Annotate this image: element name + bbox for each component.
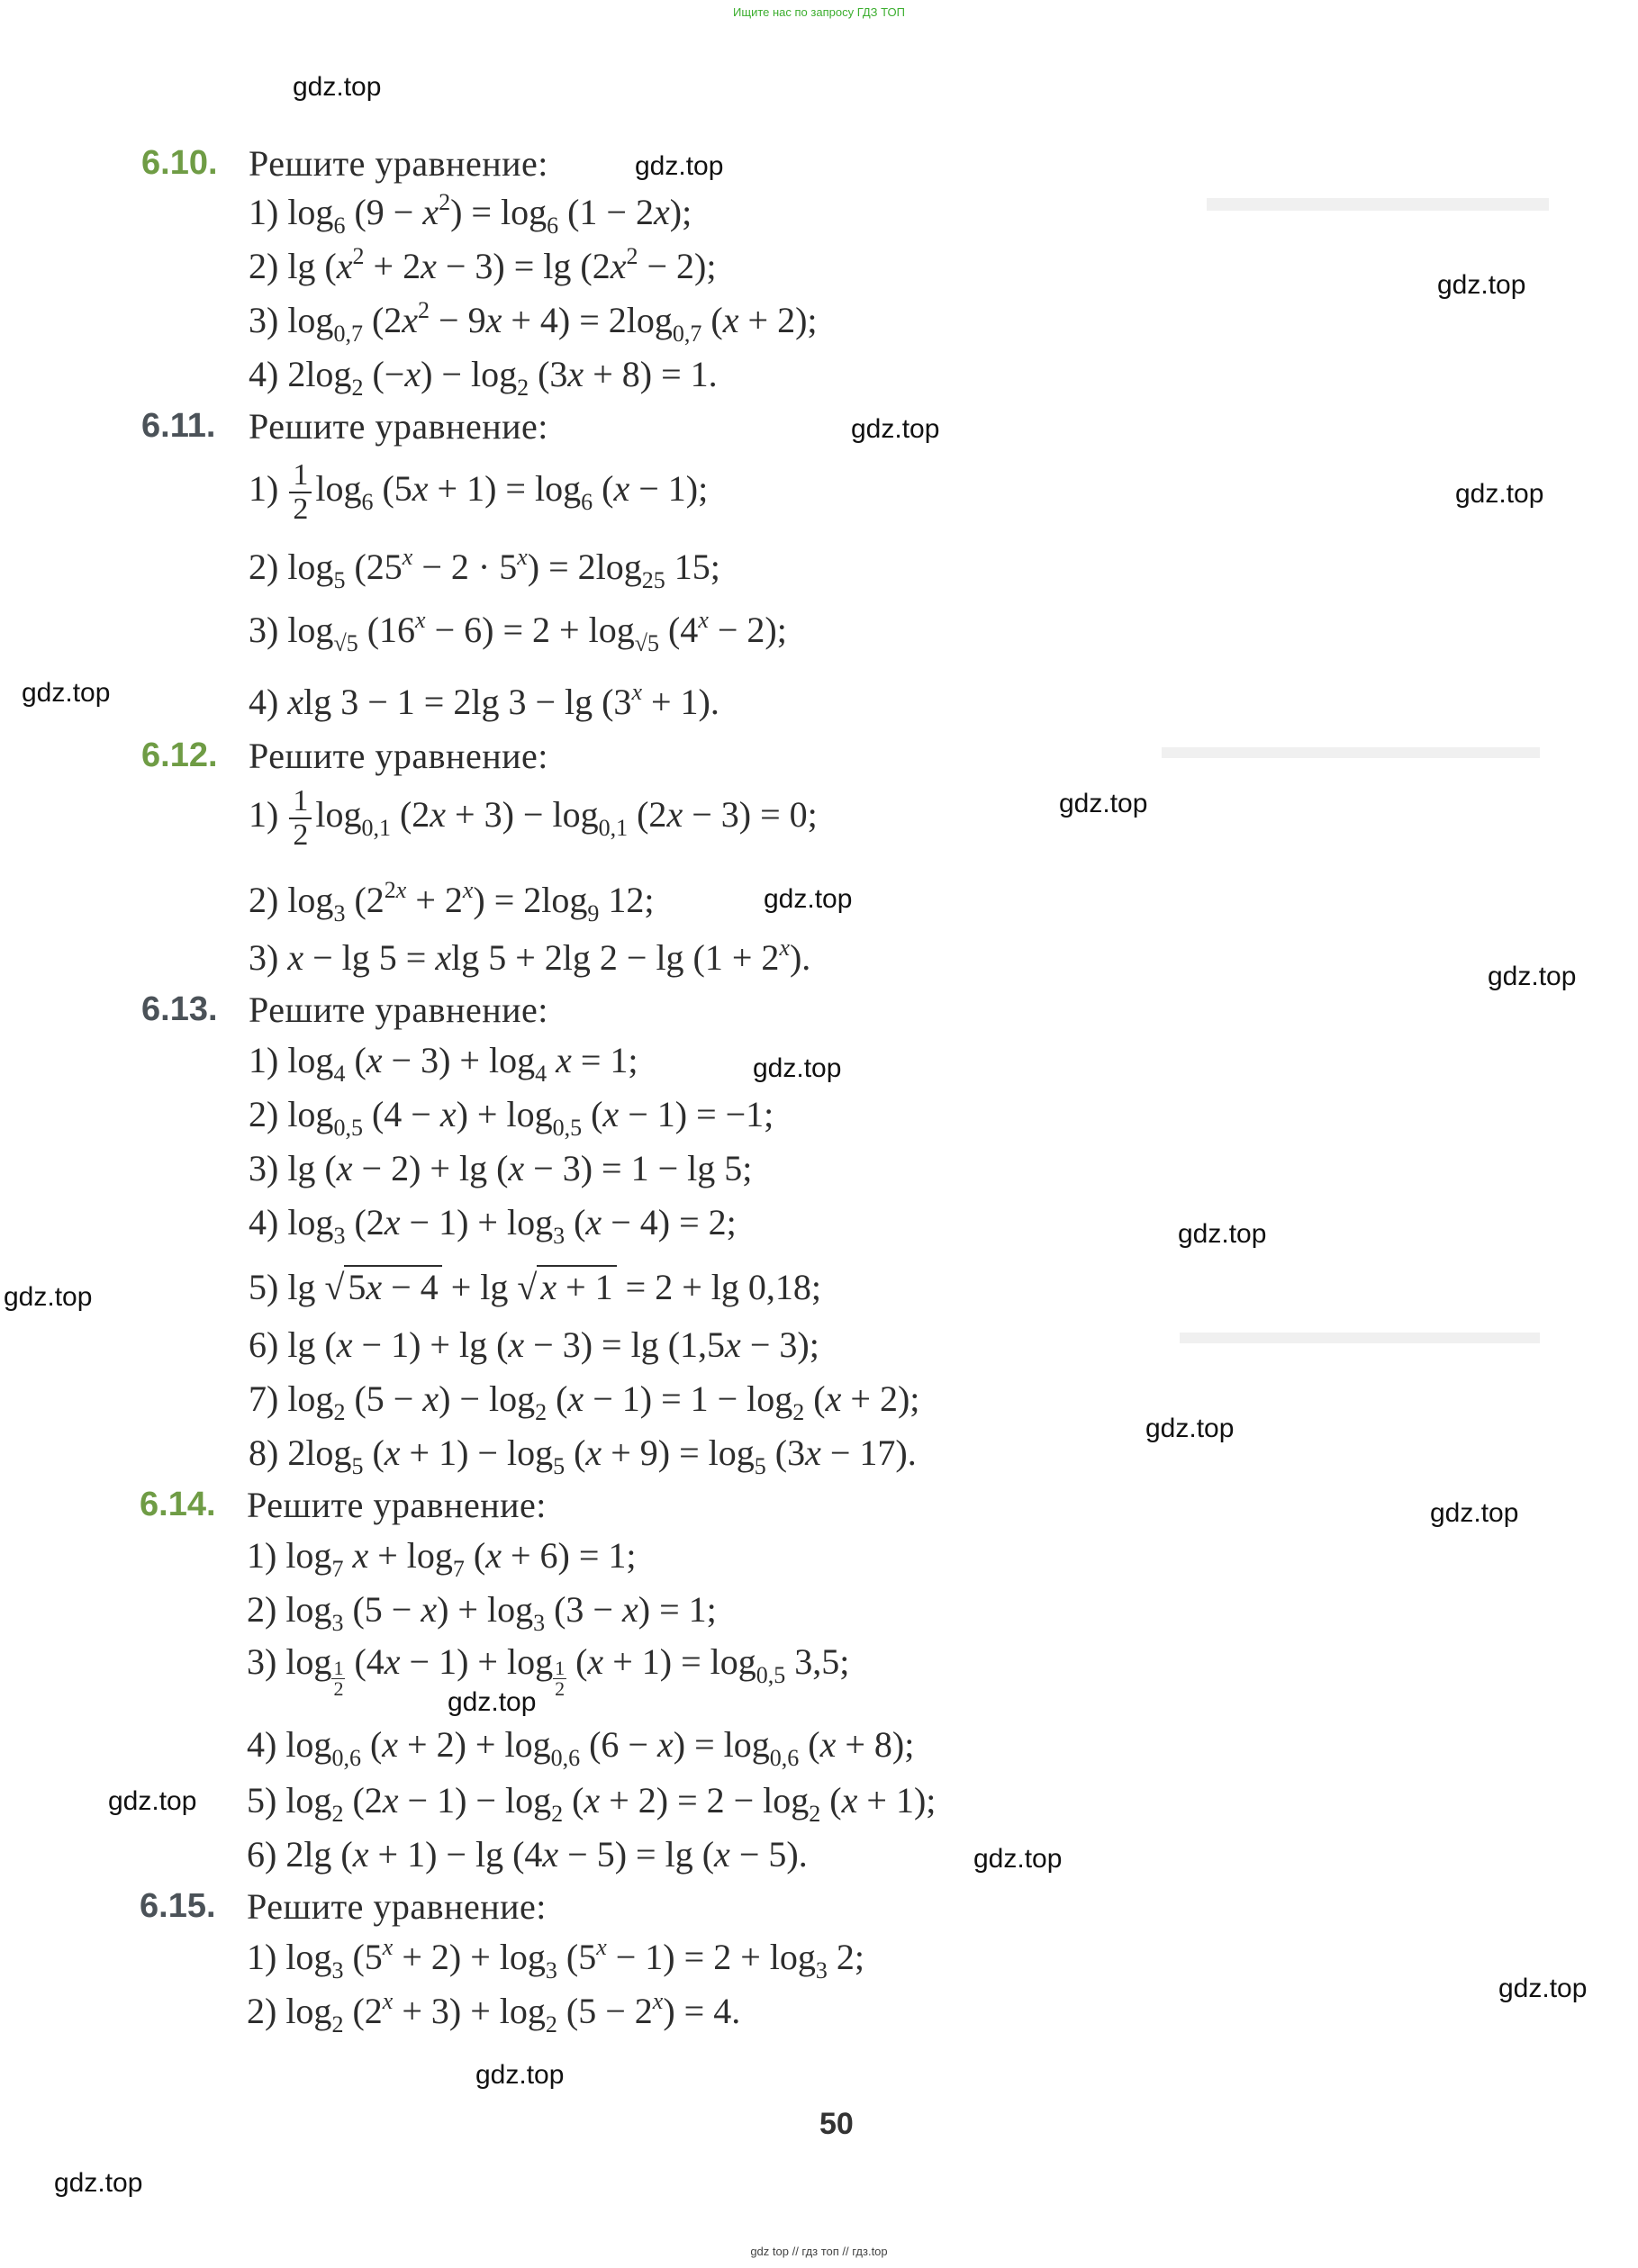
problem-number: 6.15. bbox=[140, 1887, 216, 1925]
background-artifact bbox=[1162, 747, 1540, 758]
equation: 2) $\log_5 (25^x - 2 \cdot 5^x) = 2\log_{25}$ 15; bbox=[249, 544, 720, 593]
watermark: gdz.top bbox=[475, 2060, 565, 2090]
problem-number: 6.12. bbox=[141, 736, 218, 774]
equation: 2) $\log_3 (2^{2x} + 2^x) = 2\log_9$ 12; bbox=[249, 877, 655, 926]
equation: 2) $\log_{0,5} (4 - x) + \log_{0,5} (x - 1) = -1$; bbox=[249, 1094, 774, 1141]
watermark: gdz.top bbox=[753, 1053, 842, 1083]
problem-number: 6.11. bbox=[141, 407, 216, 445]
background-artifact bbox=[1180, 1333, 1540, 1343]
watermark: gdz.top bbox=[1178, 1219, 1267, 1249]
watermark: gdz.top bbox=[1488, 962, 1577, 991]
equation: 6) lg (x − 1) + lg (x − 3) = lg (1,5x − 3); bbox=[249, 1324, 819, 1365]
equation: 3) $\log_{0,7} (2x^2 - 9x + 4) = 2\log_{0,7}$ (x + 2); bbox=[249, 297, 818, 347]
equation: 1) $\log_6 (9 - x^2) = \log_6 (1 - 2x)$; bbox=[249, 189, 692, 239]
watermark: gdz.top bbox=[4, 1282, 93, 1312]
equation: 3) $\log_{√5} (16^x - 6) = 2 + \log_{√5} (4^x - 2)$; bbox=[249, 607, 787, 656]
equation: 5) $\log_2 (2x - 1) - \log_2 (x + 2) = 2 - \log_2 (x + 1)$; bbox=[247, 1780, 937, 1827]
problem-title: Решите уравнение: bbox=[249, 143, 548, 184]
equation: 3) log $\frac{1}{2}$ (4x − 1) + log $\frac{1}{2}$ $(x + 1) = \log_{0,5} 3,5$; bbox=[247, 1641, 850, 1700]
watermark: gdz.top bbox=[1455, 479, 1544, 509]
equation: 2) $\log_3 (5 - x) + \log_3 (3 - x) = 1$; bbox=[247, 1589, 717, 1636]
equation: 4) $\log_3 (2x - 1) + \log_3 (x - 4) = 2$; bbox=[249, 1202, 737, 1249]
watermark: gdz.top bbox=[1430, 1498, 1519, 1528]
watermark: gdz.top bbox=[851, 414, 940, 444]
equation: 7) $\log_2 (5 - x) - \log_2 (x - 1) = 1 - \log_2 (x + 2)$; bbox=[249, 1378, 920, 1425]
equation: 3) x − lg 5 = xlg 5 + 2lg $2 - \lg (1 + 2^x)$. bbox=[249, 935, 811, 978]
equation: 2) $\lg (x^2 + 2x - 3) = \lg (2x^2 - 2)$; bbox=[249, 243, 717, 286]
problem-title: Решите уравнение: bbox=[247, 1485, 547, 1525]
watermark: gdz.top bbox=[1145, 1414, 1235, 1443]
watermark: gdz.top bbox=[54, 2168, 143, 2198]
watermark: gdz.top bbox=[764, 884, 853, 914]
equation: 6) 2lg (x + 1) − lg (4x − 5) = lg (x − 5). bbox=[247, 1834, 808, 1875]
watermark: gdz.top bbox=[973, 1844, 1063, 1874]
equation: 4) xlg 3 − 1 = 2lg $3 - \lg (3^x + 1)$. bbox=[249, 679, 719, 722]
problem-title: Решите уравнение: bbox=[249, 989, 548, 1030]
top-banner: Ищите нас по запросу ГДЗ ТОП bbox=[733, 5, 905, 19]
problem-number: 6.13. bbox=[141, 990, 218, 1028]
equation: 2) $\log_2 (2^x + 3) + \log_2 (5 - 2^x) = 4$. bbox=[247, 1988, 741, 2038]
equation: 3) lg (x − 2) + lg (x − 3) = 1 − lg 5; bbox=[249, 1148, 753, 1188]
watermark: gdz.top bbox=[22, 678, 111, 708]
watermark: gdz.top bbox=[1059, 789, 1148, 818]
bottom-banner: gdz top // гдз топ // гдз.top bbox=[750, 2245, 888, 2258]
problem-title: Решите уравнение: bbox=[247, 1886, 547, 1927]
watermark: gdz.top bbox=[1498, 1974, 1588, 2003]
page-number: 50 bbox=[819, 2107, 854, 2141]
background-artifact bbox=[1207, 198, 1549, 211]
equation: 4) $\log_{0,6} (x + 2) + \log_{0,6} (6 - x) = \log_{0,6} (x + 8)$; bbox=[247, 1724, 915, 1771]
equation: 1) $\log_3 (5^x + 2) + \log_3 (5^x - 1) = 2 + \log_3 2$; bbox=[247, 1934, 864, 1983]
equation: 8) $2\log_5$ $(x + 1) - \log_5 (x + 9) = \log_5 (3x - 17)$. bbox=[249, 1432, 917, 1479]
equation: 1) $\log_7 x + \log_7 (x + 6) = 1$; bbox=[247, 1535, 637, 1582]
equation: 1) $\log_4 (x - 3) + \log_4 x = 1$; bbox=[249, 1040, 638, 1087]
watermark: gdz.top bbox=[1437, 270, 1526, 300]
equation: 5) lg √ 5x − 4 + lg √ x + 1 = 2 + lg 0,18; bbox=[249, 1267, 822, 1307]
equation: 1) $\frac{1}{2}$ $\log_6 (5x + 1) = \log_6 (x - 1)$; bbox=[249, 458, 709, 526]
problem-title: Решите уравнение: bbox=[249, 736, 548, 776]
problem-title: Решите уравнение: bbox=[249, 406, 548, 447]
watermark: gdz.top bbox=[635, 151, 724, 181]
watermark: gdz.top bbox=[448, 1687, 537, 1717]
problem-number: 6.14. bbox=[140, 1486, 216, 1523]
problem-number: 6.10. bbox=[141, 144, 218, 182]
watermark: gdz.top bbox=[108, 1786, 197, 1816]
equation: 1) $\frac{1}{2}$ $\log_{0,1} (2x + 3) - \log_{0,1} (2x - 3) = 0$; bbox=[249, 784, 818, 852]
watermark: gdz.top bbox=[293, 72, 382, 102]
equation: 4) $2\log_2$ $(-x) - \log_2 (3x + 8) = 1$. bbox=[249, 354, 718, 401]
